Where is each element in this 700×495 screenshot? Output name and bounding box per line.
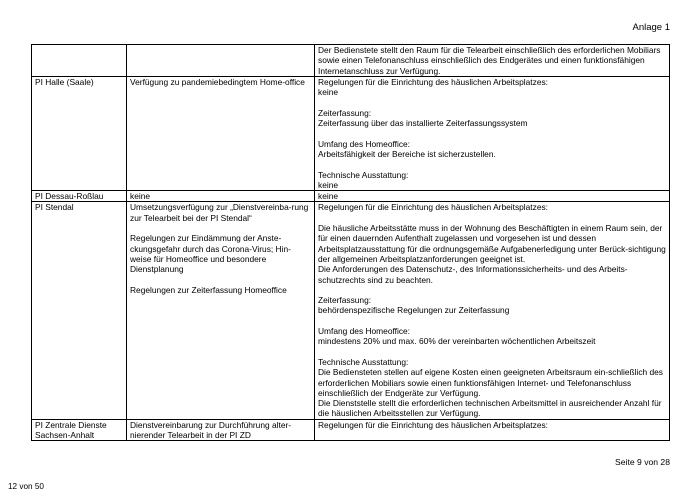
table-row [32, 202, 670, 419]
cell-paragraph: Regelungen zur Eindämmung der Anste-ckungsgefahr durch das Corona-Virus; Hin-weise für Homeoffice und besondere Dienstplanung [130, 233, 291, 275]
table-row [32, 419, 670, 441]
cell-paragraph: keine [130, 191, 151, 202]
table-row [32, 76, 670, 190]
institution-cell: PI Halle (Saale) [32, 76, 127, 190]
institution-cell [32, 45, 127, 77]
cell-paragraph: Regelungen für die Einrichtung des häuslichen Arbeitsplatzes: [318, 419, 548, 430]
page-number: Seite 9 von 28 [615, 457, 670, 467]
institution-cell: PI Zentrale Dienste Sachsen-Anhalt [32, 419, 127, 441]
cell-paragraph: Technische Ausstattung: keine [318, 169, 409, 190]
cell-paragraph: Verfügung zu pandemiebedingtem Home-office [130, 76, 305, 87]
annex-label: Anlage 1 [632, 22, 670, 33]
regulations-table [31, 44, 670, 441]
regulation-cell [127, 419, 315, 441]
table-row [32, 45, 670, 77]
cell-paragraph: keine [318, 191, 339, 202]
details-cell [315, 76, 670, 190]
institution-cell: PI Dessau-Roßlau [32, 191, 127, 202]
regulation-cell [127, 191, 315, 202]
cell-paragraph: Dienstvereinbarung zur Durchführung alter-nierender Telearbeit in der PI ZD [130, 419, 292, 440]
regulation-cell [127, 45, 315, 77]
cell-paragraph: Die häusliche Arbeitsstätte muss in der Wohnung des Beschäftigten in einem Raum sein, der für einen dauernden Aufenthalt zugelassen und vorgesehen ist und dessen Arbeitsplatzausstattung für die ordnungsgemäße Aufgabenerledigung unter Berück-sichtigung der allgemeinen Arbeitsplatzanforderungen geeignet ist. Die Anforderungen des Datenschutz-, des Informationssicherheits- und des Arbeits-schutzrechts sind zu beachten. [318, 223, 666, 285]
cell-paragraph: Regelungen für die Einrichtung des häuslichen Arbeitsplatzes: [318, 202, 548, 213]
sheet-number: 12 von 50 [8, 482, 44, 491]
table-row [32, 191, 670, 202]
regulation-cell [127, 202, 315, 419]
details-cell [315, 45, 670, 77]
cell-paragraph: Umsetzungsverfügung zur „Dienstvereinba-rung zur Telearbeit bei der PI Stendal“ [130, 202, 309, 223]
cell-paragraph: Umfang des Homeoffice: Arbeitsfähigkeit der Bereiche ist sicherzustellen. [318, 138, 496, 159]
details-cell [315, 202, 670, 419]
cell-paragraph: Regelungen zur Zeiterfassung Homeoffice [130, 284, 287, 295]
cell-paragraph: Regelungen für die Einrichtung des häuslichen Arbeitsplatzes: keine [318, 76, 548, 98]
cell-paragraph: Der Bedienstete stellt den Raum für die Telearbeit einschließlich des erforderlichen Mobiliars sowie einen Telefonanschluss einschließlich des Endgerätes und einen funktionsfähigen Internetanschluss zur Verfügung. [318, 45, 661, 76]
regulation-cell [127, 76, 315, 190]
cell-paragraph: Zeiterfassung: Zeiterfassung über das installierte Zeiterfassungssystem [318, 107, 528, 129]
cell-paragraph: Technische Ausstattung: Die Bediensteten stellen auf eigene Kosten einen geeigneten Arbeitsraum ein-schließlich des erforderlichen Mobiliars sowie einen funktionsfähigen Internet- und Telefonanschluss einschließlich der Endgeräte zur Verfügung. Die Dienststelle stellt die erforderlichen technischen Arbeitsmittel in ausreichender Anzahl für die häuslichen Arbeitsstellen zur Verfügung. [318, 356, 663, 419]
cell-paragraph: Zeiterfassung: behördenspezifische Regelungen zur Zeiterfassung [318, 295, 510, 316]
details-cell [315, 191, 670, 202]
cell-paragraph: Umfang des Homeoffice: mindestens 20% und max. 60% der vereinbarten wöchentlichen Arbeitszeit [318, 326, 596, 347]
institution-cell: PI Stendal [32, 202, 127, 419]
details-cell [315, 419, 670, 441]
